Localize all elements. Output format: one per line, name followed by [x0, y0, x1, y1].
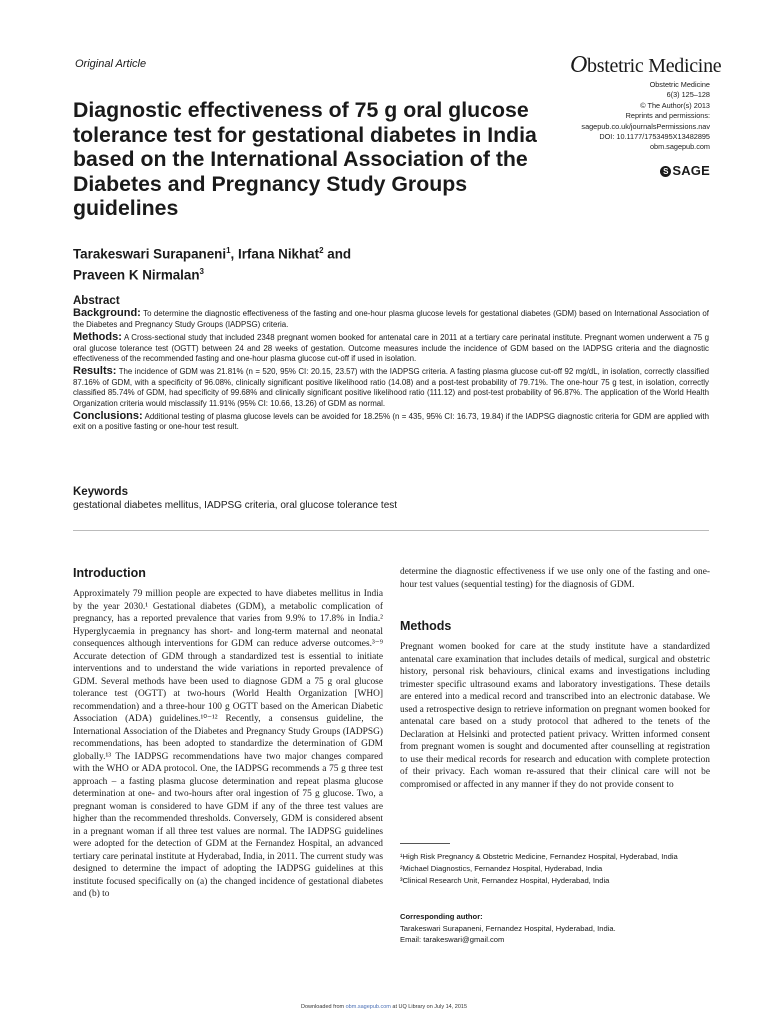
- affiliation-ref: 3: [199, 266, 204, 276]
- download-link[interactable]: obm.sagepub.com: [345, 1004, 391, 1010]
- abstract-subhead: Methods:: [73, 331, 122, 344]
- introduction-text: Approximately 79 million people are expected to have diabetes mellitus in India by the year 2030.¹ Gestational diabetes (GDM), a metabolic complication of pregnancy, has a reported prevalence that varies from 9.9% to 17.8% in India.² Hyperglycaemia in pregnancy has short- and long-term maternal and neonatal consequences although interventions for GDM can reduce adverse outcomes.³⁻⁹ Accurate detection of GDM through a standardized test is essential to initiate interventions and to understand the wide variations in reported prevalence of GDM. Several methods have been used to diagnose GDM a 75 g oral glucose tolerance test (OGTT) at two-hours (World Health Organization [WHO] recommendation) and a three-hour 100 g OGTT based on the American Diabetic Association (ADA) guidelines.¹⁰⁻¹² Recently, a consensus guideline, the International Association of the Diabetes and Pregnancy Study Groups (IADPSG) recommendations, has been adopted to standardize the determination of GDM globally.¹³ The IADPSG recommendations have two major changes compared with the WHO or ADA protocol. One, the IADPSG recommends a 75 g three test approach – a fasting plasma glucose determination and repeat plasma glucose determination at one- and two-hours after oral ingestion of 75 g glucose. Two, a pregnant woman is considered to have GDM if any of the three test values are higher than the recommended thresholds. Conversely, GDM is considered absent in a pregnant woman if all three test values are normal. The IADPSG guidelines were adopted for the detection of GDM at the Fernandez Hospital, an advanced tertiary care perinatal institute at Hyderabad, India, in 2011. The current study was designed to determine the impact of adopting the IADPSG guidelines at this institute focused specifically on (a) the changed incidence of gestational diabetes and (b) to: [73, 589, 383, 899]
- introduction-continued: [400, 566, 710, 591]
- corresponding-email: Email: tarakeswari@gmail.com: [400, 935, 505, 944]
- abstract-heading: Abstract: [73, 295, 120, 307]
- section-divider: [73, 530, 709, 531]
- journal-logo-cap: O: [570, 52, 588, 78]
- abstract-background: [73, 308, 709, 330]
- affiliation-item: ³Clinical Research Unit, Fernandez Hospital, Hyderabad, India: [400, 876, 610, 885]
- article-type-label: Original Article: [75, 58, 147, 70]
- introduction-body: [73, 588, 383, 901]
- abstract-subhead: Background:: [73, 307, 141, 320]
- affiliation-item: ²Michael Diagnostics, Fernandez Hospital, Hyderabad, India: [400, 864, 603, 873]
- abstract-text: To determine the diagnostic effectiveness of the fasting and one-hour plasma glucose levels for gestational diabetes (GDM) based on International Association of the Diabetes and Pregnancy Study Groups (IADPSG) criteria.: [73, 309, 709, 329]
- journal-logo-text: bstetric Medicine: [587, 55, 722, 77]
- keywords-heading: Keywords: [73, 486, 128, 498]
- download-footer: [0, 1004, 768, 1010]
- abstract-results: [73, 366, 709, 409]
- affiliation-ref: 1: [226, 246, 231, 255]
- keywords-section: [73, 486, 709, 511]
- introduction-heading: Introduction: [73, 566, 146, 580]
- methods-body: [400, 641, 710, 791]
- abstract-methods: [73, 332, 709, 364]
- abstract-text: A Cross-sectional study that included 2348 pregnant women booked for antenatal care in 2011 at a tertiary care perinatal institute. Pregnant women underwent a 75 g oral glucose tolerance test (OGTT) between 24 and 28 weeks of gestation. Outcome measures include the incidence of GDM based on the IADPSG criteria and the diagnostic effectiveness of the recommended fasting and one-hour plasma glucose cut-off if used in isolation.: [73, 333, 709, 364]
- author-name: Tarakeswari Surapaneni: [73, 246, 227, 262]
- abstract-text: Additional testing of plasma glucose levels can be avoided for 18.25% (n = 435, 95% CI: 16.73, 19.84) if the IADPSG diagnostic criteria for GDM are applied with exit on a positive fasting or one-hour test result.: [73, 412, 710, 432]
- author-conjunction: and: [327, 246, 352, 262]
- sage-icon: S: [660, 166, 671, 177]
- download-suffix: at UQ Library on July 14, 2015: [392, 1004, 468, 1010]
- meta-line: DOI: 10.1177/1753495X13482895: [599, 132, 710, 142]
- author-list: Tarakeswari Surapaneni$^1$, Irfana Nikhat$^2$ and Praveen K Nirmalan$^3$: [73, 246, 352, 283]
- affiliation-ref: 2: [319, 246, 324, 255]
- abstract-conclusions: [73, 411, 709, 433]
- abstract-subhead: Conclusions:: [73, 410, 143, 423]
- abstract-subhead: Results:: [73, 365, 117, 378]
- methods-text: Pregnant women booked for care at the study institute have a standardized antenatal care examination that includes details of medical, surgical and obstetric history, personal risk behaviours, clinical exams and investigations including trimester specific ultrasound exams and laboratory investigations. These details are entered into a medical record and transcribed into an electronic database. We used a retrospective design to retrieve information on pregnant women booked for antenatal care based on a study protocol that adhered to the tenets of the Declaration at Helsinki and protected patient privacy. Written informed consent from pregnant women is sought and documented after counselling at registration to use their medical records for research and education with complete protection of their privacy. Each woman re-assured that their clinical care will not be compromised or affected in any manner if they do not provide consent to: [400, 642, 710, 790]
- meta-line: 6(3) 125–128: [666, 90, 710, 100]
- keywords-text: gestational diabetes mellitus, IADPSG criteria, oral glucose tolerance test: [73, 500, 398, 511]
- meta-line: Obstetric Medicine: [649, 80, 710, 89]
- footnote-divider: [400, 843, 450, 844]
- abstract-section: [73, 296, 709, 433]
- methods-heading: Methods: [400, 619, 452, 633]
- affiliations: [400, 851, 710, 887]
- meta-line: sagepub.co.uk/journalsPermissions.nav: [581, 121, 710, 131]
- publisher-name: SAGE: [672, 163, 710, 178]
- corresponding-heading: Corresponding author:: [400, 912, 483, 921]
- author-name: Praveen K Nirmalan: [73, 267, 200, 283]
- publisher-logo: [660, 163, 710, 178]
- meta-line: © The Author(s) 2013: [640, 100, 710, 110]
- download-prefix: Downloaded from: [300, 1004, 345, 1010]
- journal-logo: [570, 52, 721, 79]
- affiliation-item: ¹High Risk Pregnancy & Obstetric Medicine, Fernandez Hospital, Hyderabad, India: [400, 852, 678, 861]
- corresponding-author: [400, 911, 710, 946]
- article-title: Diagnostic effectiveness of 75 g oral glucose tolerance test for gestational diabetes in India based on the International Association of the Diabetes and Pregnancy Study Groups guidelines: [73, 98, 537, 220]
- corresponding-address: Tarakeswari Surapaneni, Fernandez Hospital, Hyderabad, India.: [400, 923, 616, 933]
- meta-line: obm.sagepub.com: [649, 142, 710, 152]
- author-name: Irfana Nikhat: [237, 246, 320, 262]
- abstract-text: The incidence of GDM was 21.81% (n = 520, 95% CI: 20.15, 23.57) with the IADPSG criteria. A fasting plasma glucose cut-off 92 mg/dL, in isolation, correctly classified 87.16% of GDM, with a specificity of 96.08%, clinically significant positive likelihood ratio (14.08) and a post-test probability of 79.71%. The one-hour 75 g test, in isolation, correctly classified 85.74% of GDM, had specificity of 99.68% and clinically significant positive likelihood ratio (111.12) and post-test probability of 96.87%. The application of the World Health Organization criteria would misclassify 11.91% (95% CI: 10.66, 13.26) of GDM as normal.: [73, 367, 709, 408]
- introduction-continued-text: determine the diagnostic effectiveness if we use only one of the fasting and one-hour test values (sequential testing) for the diagnosis of GDM.: [400, 567, 710, 590]
- meta-line: Reprints and permissions:: [625, 111, 710, 121]
